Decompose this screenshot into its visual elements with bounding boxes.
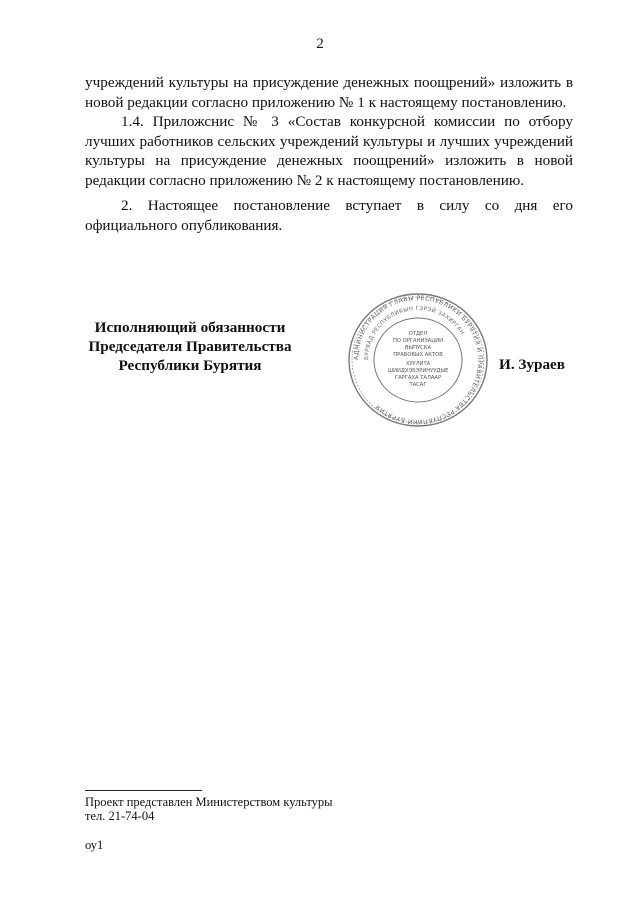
page-number: 2 <box>316 36 324 52</box>
footnote-divider <box>85 790 202 791</box>
paragraph-clause-2: 2. Настоящее постановление вступает в силу со дня его официального опубликования. <box>85 197 573 234</box>
official-seal-stamp <box>343 290 493 430</box>
seal-center-line: ОТДЕЛ <box>408 331 428 337</box>
seal-center-line: ПРАВОВЫХ АКТОВ <box>393 352 443 358</box>
signatory-title <box>85 318 295 375</box>
seal-inner-ring-text: БУРЯАД РЕСПУБЛИКЫН ГЭРЭЙ ЗАХИРГАН <box>363 305 465 361</box>
seal-center-line: ПО ОРГАНИЗАЦИИ <box>392 338 444 344</box>
signatory-title-line-1: Исполняющий обязанности <box>94 319 286 336</box>
seal-center-line: ВЫПУСКА <box>404 345 432 351</box>
seal-center-line: ТАСАГ <box>409 382 427 388</box>
signer-name: И. Зураев <box>499 356 566 373</box>
signatory-title-line-3: Республики Бурятия <box>118 357 262 374</box>
footnote-ministry: Проект представлен Министерством культуры <box>85 795 333 809</box>
signatory-title-line-2: Председателя Правительства <box>88 338 292 355</box>
paragraph-clause-1-4: 1.4. Приложснис № 3 «Состав конкурсной комиссии по отбору лучших работников сельских учреждений культуры и лучших учреждений культуры на присуждение денежных поощрений» изложить в новой редакции согласно приложению № 2 к настоящему постановлению. <box>85 113 573 189</box>
seal-center-line: ХУУЛИТА <box>405 361 431 367</box>
seal-outer-ring-text: АДМИНИСТРАЦИЯ ГЛАВЫ РЕСПУБЛИКИ БУРЯТИЯ И ПРАВИТЕЛЬСТВА РЕСПУБЛИКИ БУРЯТИЯ <box>352 294 484 426</box>
footnote-phone: тел. 21-74-04 <box>85 809 155 823</box>
seal-center-line: ГАРГАХА ТАЛААР <box>394 375 442 381</box>
document-code: оу1 <box>85 838 104 852</box>
seal-center-line: ШИИДХЭБЭРИНУУДЫЕ <box>387 368 449 374</box>
paragraph-continuation: учреждений культуры на присуждение денежных поощрений» изложить в новой редакции согласно приложению № 1 к настоящему постановлению. <box>85 74 573 111</box>
